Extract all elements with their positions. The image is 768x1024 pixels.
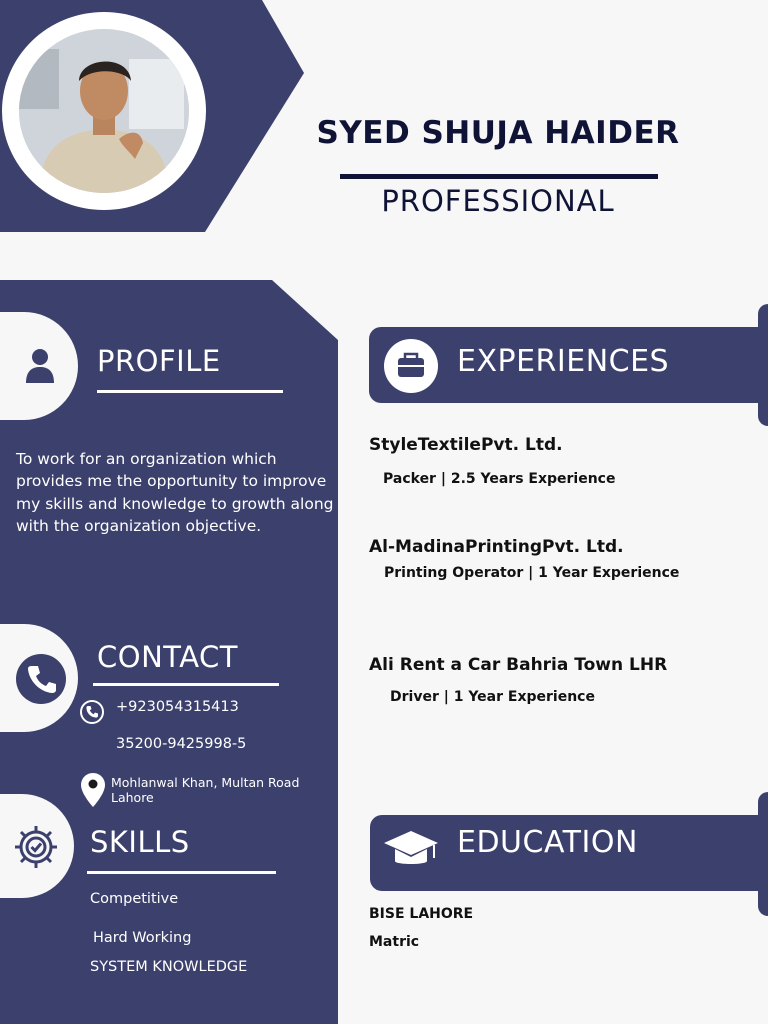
education-level: Matric bbox=[369, 934, 420, 950]
gear-check-icon bbox=[12, 823, 60, 871]
experience-role: Packer | 2.5 Years Experience bbox=[383, 471, 616, 487]
experience-role: Driver | 1 Year Experience bbox=[390, 689, 595, 705]
person-photo-icon bbox=[19, 29, 189, 193]
contact-phone: +923054315413 bbox=[116, 699, 239, 715]
experience-role: Printing Operator | 1 Year Experience bbox=[384, 565, 680, 581]
contact-address bbox=[111, 775, 299, 805]
skills-heading: SKILLS bbox=[90, 825, 190, 859]
experiences-heading: EXPERIENCES bbox=[457, 344, 670, 379]
skill-item: SYSTEM KNOWLEDGE bbox=[90, 959, 248, 975]
skill-item: Hard Working bbox=[93, 930, 192, 946]
skill-item: Competitive bbox=[90, 891, 179, 907]
experience-company: Ali Rent a Car Bahria Town LHR bbox=[369, 655, 668, 675]
candidate-name: SYED SHUJA HAIDER bbox=[316, 115, 680, 151]
location-pin-icon bbox=[80, 772, 106, 808]
candidate-title: PROFESSIONAL bbox=[381, 184, 615, 218]
profile-heading: PROFILE bbox=[97, 344, 221, 378]
experience-company: StyleTextilePvt. Ltd. bbox=[369, 435, 563, 455]
contact-id-number: 35200-9425998-5 bbox=[116, 736, 247, 752]
contact-heading: CONTACT bbox=[97, 640, 239, 674]
avatar bbox=[19, 29, 189, 193]
education-heading: EDUCATION bbox=[457, 825, 638, 860]
skills-rule bbox=[87, 871, 276, 874]
graduation-cap-icon bbox=[382, 825, 440, 875]
briefcase-icon bbox=[384, 339, 438, 393]
phone-icon bbox=[16, 654, 66, 704]
profile-rule bbox=[97, 390, 283, 393]
phone-small-icon bbox=[79, 699, 105, 725]
experience-company: Al-MadinaPrintingPvt. Ltd. bbox=[369, 537, 624, 557]
name-divider bbox=[340, 174, 658, 179]
user-icon bbox=[20, 345, 60, 385]
profile-text: To work for an organization which provides me the opportunity to improve my skills and knowledge to growth along with the organization objective. bbox=[16, 450, 334, 535]
contact-rule bbox=[93, 683, 279, 686]
contact-address-line1: Mohlanwal Khan, Multan Road bbox=[111, 775, 300, 790]
education-board: BISE LAHORE bbox=[369, 906, 474, 922]
contact-address-line2: Lahore bbox=[111, 790, 154, 805]
